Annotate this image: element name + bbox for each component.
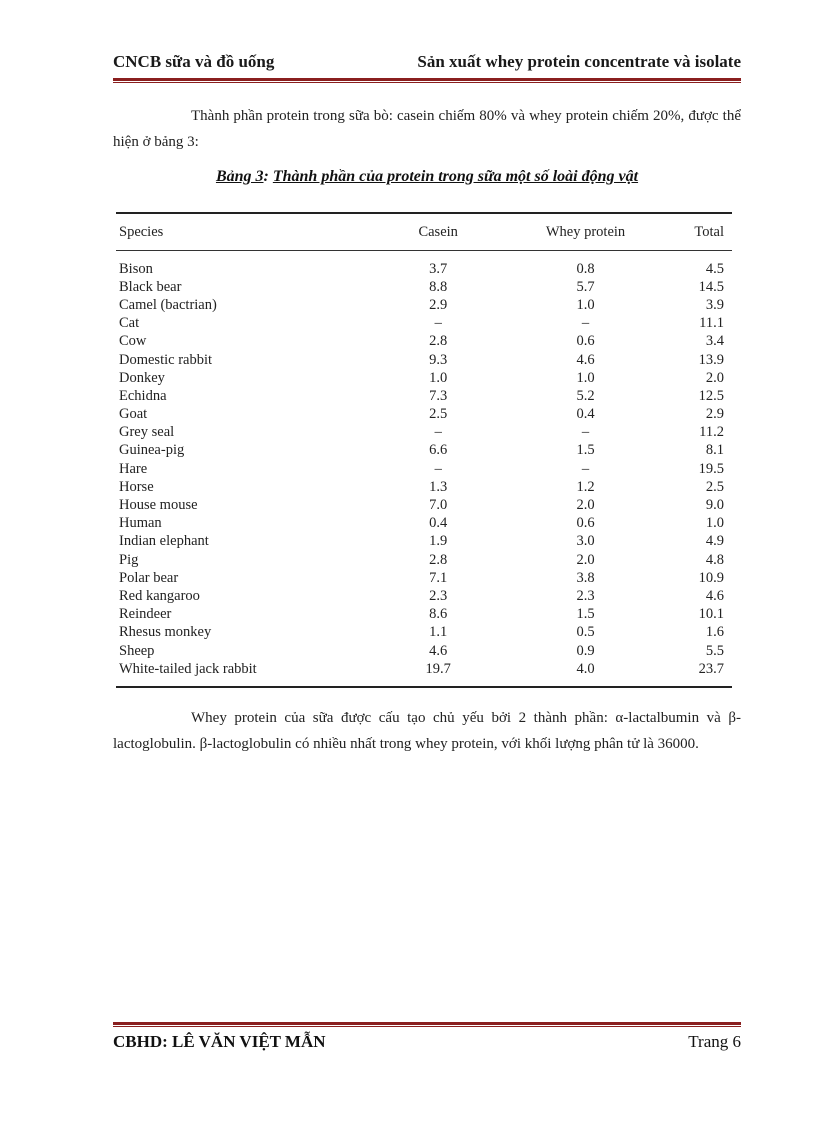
cell-casein: 3.7 [429, 260, 448, 277]
cell-total: 19.5 [698, 460, 725, 477]
protein-table [116, 212, 732, 688]
cell-whey: 1.2 [576, 478, 595, 495]
cell-casein: 19.7 [425, 660, 451, 677]
cell-total: 23.7 [698, 660, 725, 677]
cell-total: 2.5 [705, 478, 725, 495]
table-row [116, 278, 732, 296]
cell-total: 2.9 [705, 406, 725, 423]
cell-species: White-tailed jack rabbit [119, 660, 257, 677]
cell-species: Cow [119, 333, 147, 350]
cell-total: 4.8 [705, 551, 725, 568]
table-body [116, 251, 732, 686]
cell-species: Grey seal [119, 424, 175, 441]
table-row [116, 333, 732, 351]
cell-whey: 2.3 [576, 587, 595, 604]
cell-whey: 0.6 [576, 333, 595, 350]
cell-whey: 1.5 [576, 606, 595, 623]
table-row [116, 460, 732, 478]
cell-whey: 1.0 [576, 296, 595, 313]
caption-label: Bảng 3 [215, 168, 264, 185]
cell-species: Camel (bactrian) [119, 296, 217, 313]
cell-casein: 1.3 [429, 478, 448, 495]
table-row [116, 424, 732, 442]
table-row [116, 315, 732, 333]
outro-paragraph [113, 705, 741, 757]
cell-casein: 2.3 [429, 587, 448, 604]
table-row [116, 387, 732, 405]
cell-casein: 1.9 [429, 533, 448, 550]
cell-casein: 8.8 [429, 278, 448, 295]
table-row [116, 606, 732, 624]
cell-casein: – [434, 315, 442, 332]
cell-whey: 3.8 [576, 569, 595, 586]
cell-whey: 0.9 [576, 642, 595, 659]
outro-text: Whey protein của sữa được cấu tạo chủ yếu bởi 2 thành phần: α-lactalbumin và β-lactoglobulin. β-lactoglobulin có nhiều nhất trong whey protein, với khối lượng phân tử là 36000. [113, 710, 741, 752]
intro-paragraph [113, 103, 741, 155]
table-row [116, 569, 732, 587]
cell-casein: 2.9 [429, 296, 448, 313]
cell-total: 10.1 [698, 606, 725, 623]
caption-title: Thành phần của protein trong sữa một số loài động vật [272, 168, 639, 185]
cell-species: Black bear [119, 278, 182, 295]
cell-species: Indian elephant [119, 533, 209, 550]
cell-whey: 0.8 [576, 260, 595, 277]
cell-whey: 0.6 [576, 515, 595, 532]
table-row [116, 660, 732, 678]
cell-total: 9.0 [705, 497, 725, 514]
table-row [116, 642, 732, 660]
column-header-whey: Whey protein [545, 223, 626, 240]
cell-species: Rhesus monkey [119, 624, 212, 641]
cell-total: 1.6 [705, 624, 725, 641]
table-row [116, 551, 732, 569]
intro-text: Thành phần protein trong sữa bò: casein chiếm 80% và whey protein chiếm 20%, được thể hiện ở bảng 3: [113, 108, 741, 150]
header-course-title: CNCB sữa và đồ uống [113, 52, 275, 71]
cell-species: Donkey [119, 369, 165, 386]
cell-species: House mouse [119, 497, 198, 514]
cell-whey: 0.4 [576, 406, 595, 423]
cell-total: 4.6 [705, 587, 725, 604]
cell-total: 11.2 [699, 424, 725, 441]
cell-whey: 0.5 [576, 624, 595, 641]
cell-casein: 4.6 [429, 642, 448, 659]
cell-total: 14.5 [698, 278, 725, 295]
cell-whey: – [581, 315, 590, 332]
cell-total: 11.1 [699, 315, 725, 332]
cell-casein: 0.4 [429, 515, 448, 532]
cell-casein: 8.6 [429, 606, 448, 623]
table-row [116, 624, 732, 642]
cell-casein: 1.0 [429, 369, 448, 386]
cell-whey: – [581, 460, 590, 477]
cell-species: Domestic rabbit [119, 351, 213, 368]
footer-rule [113, 1022, 741, 1028]
cell-species: Bison [119, 260, 153, 277]
cell-casein: – [434, 424, 442, 441]
cell-species: Guinea-pig [119, 442, 185, 459]
table-row [116, 515, 732, 533]
caption-separator: : [263, 168, 273, 185]
cell-species: Cat [119, 315, 140, 332]
header-rule [113, 78, 741, 84]
cell-casein: 2.5 [429, 406, 448, 423]
cell-casein: 6.6 [429, 442, 448, 459]
cell-total: 5.5 [705, 642, 725, 659]
cell-whey: 1.0 [576, 369, 595, 386]
cell-total: 2.0 [705, 369, 725, 386]
cell-species: Pig [119, 551, 139, 568]
cell-species: Reindeer [119, 606, 172, 623]
table-row [116, 478, 732, 496]
header-document-title: Sản xuất whey protein concentrate và isolate [417, 52, 741, 71]
cell-species: Sheep [119, 642, 155, 659]
footer-page-number: Trang 6 [688, 1032, 741, 1051]
table-bottom-rule [116, 686, 732, 688]
cell-casein: 2.8 [429, 333, 448, 350]
cell-casein: 9.3 [429, 351, 448, 368]
cell-whey: 5.2 [576, 387, 595, 404]
page-footer [113, 1032, 741, 1052]
table-row [116, 496, 732, 514]
cell-species: Hare [119, 460, 148, 477]
table-row [116, 442, 732, 460]
cell-species: Polar bear [119, 569, 179, 586]
cell-casein: 7.1 [429, 569, 448, 586]
cell-total: 1.0 [705, 515, 725, 532]
cell-whey: 1.5 [576, 442, 595, 459]
table-row [116, 296, 732, 314]
page-header [113, 52, 741, 72]
cell-species: Echidna [119, 387, 167, 404]
cell-whey: 3.0 [576, 533, 595, 550]
cell-total: 4.5 [705, 260, 725, 277]
cell-species: Red kangaroo [119, 587, 200, 604]
cell-species: Human [119, 515, 162, 532]
cell-casein: 1.1 [429, 624, 448, 641]
cell-casein: 7.3 [429, 387, 448, 404]
cell-casein: – [434, 460, 442, 477]
column-header-total: Total [694, 223, 725, 240]
cell-total: 3.9 [705, 296, 725, 313]
cell-total: 13.9 [698, 351, 725, 368]
cell-casein: 7.0 [429, 497, 448, 514]
table-row [116, 587, 732, 605]
cell-total: 12.5 [698, 387, 725, 404]
cell-total: 4.9 [705, 533, 725, 550]
column-header-species: Species [119, 223, 164, 240]
table-row [116, 351, 732, 369]
table-row [116, 260, 732, 278]
table-row [116, 406, 732, 424]
table-row [116, 533, 732, 551]
cell-total: 3.4 [705, 333, 725, 350]
cell-whey: 5.7 [576, 278, 595, 295]
cell-whey: – [581, 424, 590, 441]
cell-whey: 4.6 [576, 351, 595, 368]
table-caption [113, 168, 741, 186]
column-header-casein: Casein [418, 223, 458, 240]
cell-species: Goat [119, 406, 148, 423]
footer-supervisor: CBHD: LÊ VĂN VIỆT MẪN [113, 1032, 326, 1051]
cell-species: Horse [119, 478, 154, 495]
cell-whey: 2.0 [576, 551, 595, 568]
table-header-row [116, 214, 732, 250]
cell-whey: 4.0 [576, 660, 595, 677]
table-row [116, 369, 732, 387]
cell-casein: 2.8 [429, 551, 448, 568]
cell-total: 10.9 [698, 569, 725, 586]
cell-whey: 2.0 [576, 497, 595, 514]
cell-total: 8.1 [705, 442, 725, 459]
